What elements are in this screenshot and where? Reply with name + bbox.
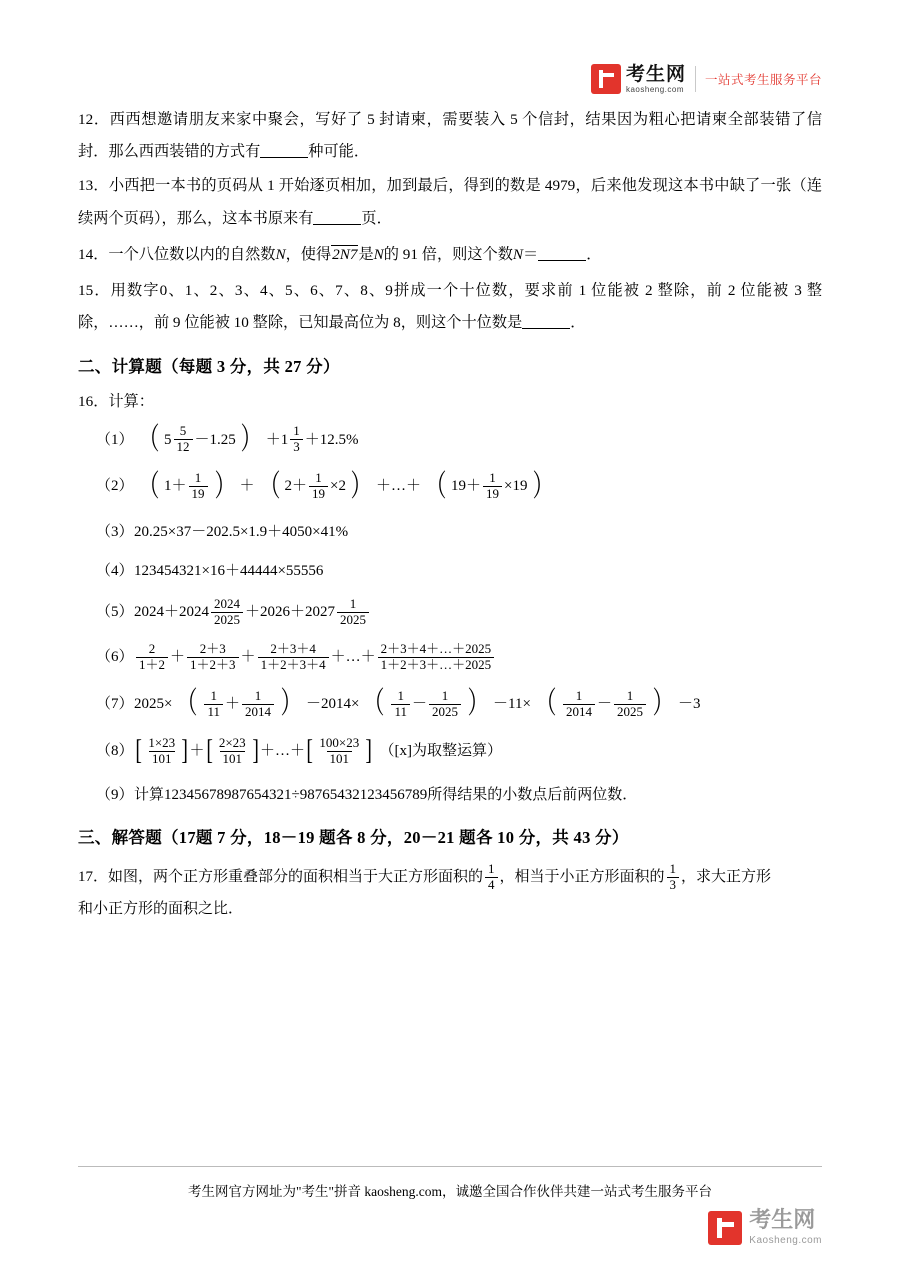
question-14-text-1: 一个八位数以内的自然数 <box>108 245 276 263</box>
calc-item-6-label: （6） <box>96 649 134 666</box>
plus-sign: ＋ <box>189 742 205 759</box>
footer-logo-text <box>749 1210 822 1246</box>
question-14-text-3: 是 <box>358 245 374 263</box>
question-16 <box>78 389 822 415</box>
tail-term: ＋12.5% <box>304 431 359 448</box>
question-15 <box>78 275 822 339</box>
paren-close: ） <box>280 687 302 721</box>
fraction: $\frac{1}{19}$ <box>483 471 502 502</box>
plus-sign: ＋ <box>170 649 186 666</box>
fraction: $\frac{1}{4}$ <box>485 862 498 893</box>
question-15-number: 15． <box>78 282 111 300</box>
calc-item-7-label: （7） <box>96 696 134 713</box>
variable-n: N <box>512 245 524 263</box>
fraction: $\frac{1}{2025}$ <box>614 689 646 720</box>
fraction: $\frac{1}{2025}$ <box>429 689 461 720</box>
question-17 <box>78 862 822 925</box>
logo-text-block <box>625 62 686 94</box>
footer-note: 考生网官方网址为"考生"拼音 kaosheng.com，诚邀全国合作伙伴共建一站式考生服务平台 <box>187 1184 712 1199</box>
footer-logo-name-en: Kaosheng.com <box>749 1235 822 1246</box>
question-13-text-end: 页． <box>361 209 392 227</box>
term: 2＋ <box>284 478 308 495</box>
ellipsis: ＋…＋ <box>260 742 306 759</box>
calc-item-1 <box>96 424 822 455</box>
fraction: $\frac{1}{2025}$ <box>337 597 369 628</box>
fraction: $\frac{2+3}{1+2+3}$ <box>187 642 239 673</box>
bracket-open: [ <box>306 734 313 766</box>
calc-item-1-label: （1） <box>96 431 134 448</box>
fraction: $\frac{1}{2014}$ <box>242 689 274 720</box>
fraction: $\frac{1}{3}$ <box>667 862 680 893</box>
equals-sign: ＝ <box>523 245 539 263</box>
fraction: $\frac{1}{19}$ <box>189 471 208 502</box>
paren-open: （ <box>363 687 385 721</box>
calc-item-1-expression <box>134 424 359 455</box>
bracket-close: ] <box>252 734 259 766</box>
question-14-number: 14． <box>78 245 109 263</box>
question-14-text-4: 的 91 倍，则这个数 <box>383 245 513 263</box>
fraction: $\frac{1}{2014}$ <box>563 689 595 720</box>
fraction: $\frac{2024}{2025}$ <box>211 597 243 628</box>
question-16-label: 计算： <box>108 392 154 410</box>
question-15-digits: 0、1、2、3、4、5、6、7、8、9 <box>159 282 393 300</box>
term: ＋2026＋2027 <box>245 604 336 621</box>
section-3-title: 三、解答题（17题 7 分，18－19 题各 8 分，20－21 题各 10 分，共 43 分） <box>78 828 629 848</box>
question-17-text-4: 和小正方形的面积之比． <box>78 900 244 917</box>
fraction: $\frac{1}{3}$ <box>290 424 303 455</box>
calc-item-7-expression <box>134 689 700 720</box>
fraction: $\frac{2+3+4+\dots+2025}{1+2+3+\dots+2025}$ <box>378 642 495 673</box>
bracket-close: ] <box>365 734 373 766</box>
logo-divider <box>695 66 696 92</box>
footer-logo-name-cn: 考生网 <box>749 1208 816 1233</box>
site-logo-header <box>591 62 822 96</box>
fraction: $\frac{2+3+4}{1+2+3+4}$ <box>258 642 329 673</box>
answer-blank[interactable] <box>538 245 586 261</box>
plus-sign: ＋ <box>265 431 281 448</box>
paren-open: （ <box>535 687 557 721</box>
calc-item-5 <box>96 597 822 628</box>
question-16-number: 16． <box>78 392 109 410</box>
paren-close: ） <box>240 422 262 456</box>
term: 2025× <box>134 696 173 713</box>
calc-item-3-label: （3） <box>96 524 134 541</box>
fraction: $\frac{2}{1+2}$ <box>136 642 168 673</box>
question-15-tail: ． <box>570 314 586 332</box>
overline-expression: 2N7 <box>332 245 358 263</box>
variable-n: N <box>275 245 286 263</box>
paren-close: ） <box>652 687 674 721</box>
calc-item-9-label: （9） <box>96 786 134 803</box>
minus-sign: － <box>412 696 428 713</box>
calc-item-3-expression: 20.25×37－202.5×1.9＋4050×41% <box>134 524 349 541</box>
question-14 <box>78 239 822 271</box>
calc-item-5-label: （5） <box>96 604 134 621</box>
paren-open: （ <box>138 469 160 503</box>
term: 1＋ <box>164 478 187 495</box>
calc-item-4 <box>96 557 822 586</box>
calc-item-8-label: （8） <box>96 742 134 759</box>
plus-sign: ＋ <box>225 696 241 713</box>
section-2-title: 二、计算题（每题 3 分，共 27 分） <box>78 356 340 376</box>
bracket-open: [ <box>205 734 213 766</box>
calc-item-2-expression <box>134 471 558 502</box>
question-14-tail: ． <box>586 245 602 263</box>
fraction: $\frac{1}{19}$ <box>309 471 328 502</box>
question-14-text-2: ，使得 <box>285 245 332 263</box>
calc-item-2 <box>96 471 822 502</box>
calc-item-5-expression <box>134 597 371 628</box>
fraction: $\frac{1\times 23}{101}$ <box>148 734 176 766</box>
term: －3 <box>677 696 701 713</box>
term: 19＋ <box>451 478 482 495</box>
ellipsis: ＋…＋ <box>376 478 422 495</box>
answer-blank[interactable] <box>522 313 570 329</box>
paren-open: （ <box>425 469 447 503</box>
plus-sign: ＋ <box>240 649 256 666</box>
variable-n: N <box>373 245 384 263</box>
bracket-close: ] <box>181 734 189 766</box>
paren-open: （ <box>176 687 198 721</box>
paren-close: ） <box>467 687 489 721</box>
ellipsis: ＋…＋ <box>330 649 376 666</box>
paren-close: ） <box>214 469 236 503</box>
calc-item-8 <box>96 736 822 767</box>
answer-blank[interactable] <box>260 142 308 158</box>
plus-sign: ＋ <box>239 478 255 495</box>
calc-item-3 <box>96 518 822 547</box>
bracket-note: （[x]为取整运算） <box>379 742 503 759</box>
question-12-text: 西西想邀请朋友来家中聚会，写好了 5 封请柬，需要装入 5 个信封，结果因为粗心把请柬全部装错了信封．那么西西装错的方式有 <box>78 111 823 161</box>
calc-item-9 <box>96 781 822 810</box>
logo-name-cn: 考生网 <box>625 62 686 85</box>
calc-item-9-expression: 计算12345678987654321÷98765432123456789所得结果的小数点后前两位数． <box>134 786 638 803</box>
term: 2024＋2024 <box>134 604 210 621</box>
term: －2014× <box>306 696 360 713</box>
question-12-text-end: 种可能． <box>308 143 369 161</box>
paren-open: （ <box>138 422 160 456</box>
calc-item-4-expression: 123454321×16＋44444×55556 <box>134 562 324 579</box>
fraction: $\frac{2\times 23}{101}$ <box>218 734 246 766</box>
logo-slogan: 一站式考生服务平台 <box>704 72 822 87</box>
question-17-text-2: ，相当于小正方形面积的 <box>499 869 665 886</box>
whole-number: 5 <box>164 431 172 448</box>
answer-blank[interactable] <box>313 208 361 224</box>
paren-open: （ <box>259 469 281 503</box>
exam-content <box>78 104 822 927</box>
term: －11× <box>493 696 531 713</box>
logo-name-en: kaosheng.com <box>625 84 684 94</box>
question-13-number: 13． <box>78 177 109 195</box>
question-17-text-1: 如图，两个正方形重叠部分的面积相当于大正方形面积的 <box>108 869 484 886</box>
fraction: $\frac{100\times 23}{101}$ <box>319 734 360 766</box>
kaosheng-logo-icon <box>708 1211 742 1245</box>
question-17-number: 17． <box>78 869 109 886</box>
paren-close: ） <box>350 469 372 503</box>
term: ×19 <box>504 478 528 495</box>
whole-number-2: 1 <box>280 431 289 448</box>
bracket-open: [ <box>135 734 142 766</box>
question-13 <box>78 170 822 234</box>
fraction: $\frac{5}{12}$ <box>174 424 193 455</box>
question-13-text: 小西把一本书的页码从 1 开始逐页相加，加到最后，得到的数是 4979，后来他发现这本书中缺了一张（连续两个页码），那么，这本书原来有 <box>78 177 823 227</box>
question-17-text-3: ，求大正方形 <box>681 869 772 886</box>
kaosheng-logo-icon <box>591 64 621 94</box>
footer-logo <box>708 1210 822 1246</box>
fraction: $\frac{1}{11}$ <box>204 689 223 720</box>
minus-sign: － <box>596 696 612 713</box>
question-12 <box>78 104 822 168</box>
paren-close: ） <box>532 469 554 503</box>
calc-item-8-expression <box>134 736 502 767</box>
calc-item-4-label: （4） <box>96 562 134 579</box>
calc-item-6 <box>96 642 822 673</box>
term: ×2 <box>330 478 347 495</box>
fraction: $\frac{1}{11}$ <box>391 689 410 720</box>
calc-item-7 <box>96 689 822 720</box>
minus-term: －1.25 <box>194 431 236 448</box>
footer-divider <box>78 1166 822 1167</box>
question-15-text-1: 用数字 <box>110 282 160 300</box>
calc-item-6-expression <box>134 642 496 673</box>
question-12-number: 12． <box>78 111 110 128</box>
question-15-text-2: 拼成一个十位数，要求前 1 位能被 2 整除，前 2 位能被 3 整除，……，前 9 位能被 10 整除，已知最高位为 8，则这个十位数是 <box>78 282 823 332</box>
calc-item-2-label: （2） <box>96 478 134 495</box>
